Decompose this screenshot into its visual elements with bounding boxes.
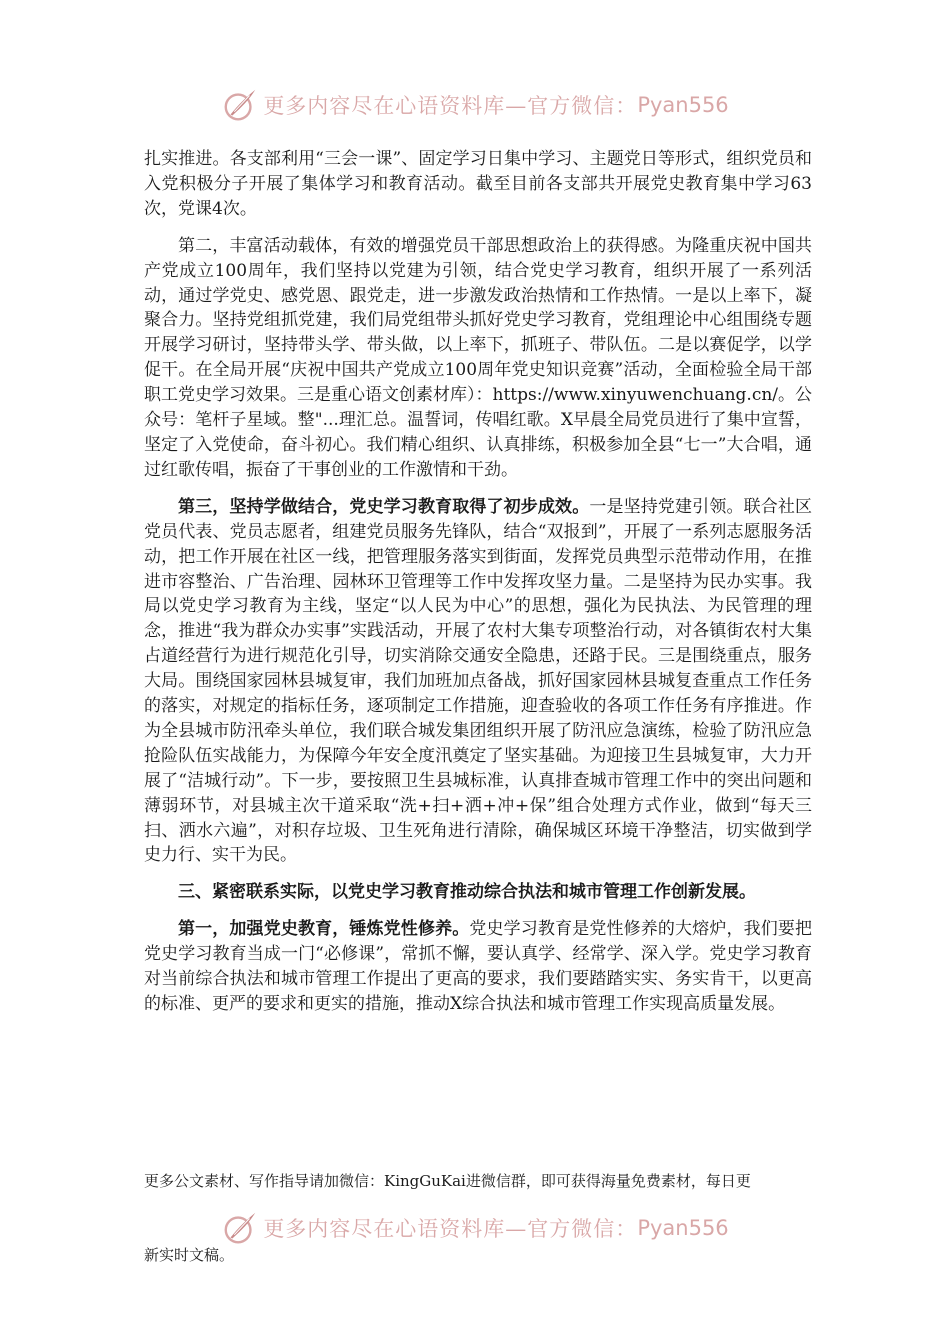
paragraph-3 bbox=[144, 495, 812, 869]
paragraph-4-body: 党史学习教育是党性修养的大熔炉，我们要把党史学习教育当成一门“必修课”，常抓不懈，要认真学、经常学、深入学。党史学习教育对当前综合执法和城市管理工作提出了更高的要求，我们要踏踏实实、务实肯干，以更高的标准、更严的要求和更实的措施，推动X综合执法和城市管理工作实现高质量发展。 bbox=[144, 919, 813, 1014]
footer-line-1: 更多公文素材、写作指导请加微信：KingGuKai进微信群，即可获得海量免费素材，每日更 bbox=[144, 1172, 751, 1190]
watermark-wechat-id: Pyan556 bbox=[637, 93, 729, 117]
quill-logo-icon bbox=[221, 86, 259, 124]
quill-logo-icon bbox=[221, 1209, 259, 1247]
paragraph-3-body: 一是坚持党建引领。联合社区党员代表、党员志愿者，组建党员服务先锋队，结合“双报到”，开展了一系列志愿服务活动，把工作开展在社区一线，把管理服务落实到街面，发挥党员典型示范带动作用，在推进市容整治、广告治理、园林环卫管理等工作中发挥攻坚力量。二是坚持为民办实事。我局以党史学习教育为主线，坚定“以人民为中心”的思想，强化为民执法、为民管理的理念，推进“我为群众办实事”实践活动，开展了农村大集专项整治行动，对各镇街农村大集占道经营行为进行规范化引导，切实消除交通安全隐患，还路于民。三是围绕重点，服务大局。围绕国家园林县城复审，我们加班加点备战，抓好国家园林县城复查重点工作任务的落实，对规定的指标任务，逐项制定工作措施，迎查验收的各项工作任务有序推进。作为全县城市防汛牵头单位，我们联合城发集团组织开展了防汛应急演练，检验了防汛应急抢险队伍实战能力，为保障今年安全度汛奠定了坚实基础。为迎接卫生县城复审，大力开展了“洁城行动”。下一步，要按照卫生县城标准，认真排查城市管理工作中的突出问题和薄弱环节，对县城主次干道采取“洗+扫+洒+冲+保”组合处理方式作业，做到“每天三扫、洒水六遍”，对积存垃圾、卫生死角进行清除，确保城区环境干净整洁，切实做到学史力行、实干为民。 bbox=[144, 496, 813, 866]
watermark-wechat-id: Pyan556 bbox=[637, 1216, 729, 1240]
paragraph-4 bbox=[144, 917, 812, 1017]
footer-line-2: 新实时文稿。 bbox=[144, 1246, 235, 1264]
watermark-text: 更多内容尽在心语资料库—官方微信： bbox=[263, 1217, 638, 1241]
section-heading-3-text: 三、紧密联系实际，以党史学习教育推动综合执法和城市管理工作创新发展。 bbox=[178, 882, 756, 903]
watermark-text: 更多内容尽在心语资料库—官方微信： bbox=[263, 94, 638, 118]
document-body bbox=[144, 147, 812, 1017]
paragraph-1: 扎实推进。各支部利用“三会一课”、固定学习日集中学习、主题党日等形式，组织党员和入党积极分子开展了集体学习和教育活动。截至目前各支部共开展党史教育集中学习63次，党课4次。 bbox=[144, 149, 812, 219]
paragraph-4-lead: 第一，加强党史教育，锤炼党性修养。 bbox=[178, 919, 470, 940]
paragraph-2: 第二，丰富活动载体，有效的增强党员干部思想政治上的获得感。为隆重庆祝中国共产党成立100周年，我们坚持以党建为引领，结合党史学习教育，组织开展了一系列活动，通过学党史、感党恩、跟党走，进一步激发政治热情和工作热情。一是以上率下，凝聚合力。坚持党组抓党建，我们局党组带头抓好党史学习教育，党组理论中心组围绕专题开展学习研讨，坚持带头学、带头做，以上率下，抓班子、带队伍。二是以赛促学，以学促干。在全局开展“庆祝中国共产党成立100周年党史知识竞赛”活动，全面检验全局干部职工党史学习效果。三是重心语文创素材库）：https://www.xinyuwenchuang.cn/。公众号：笔杆子星域。整"...理汇总。温誓词，传唱红歌。X早晨全局党员进行了集中宣誓，坚定了入党使命，奋斗初心。我们精心组织、认真排练，积极参加全县“七一”大合唱，通过红歌传唱，振奋了干事创业的工作激情和干劲。 bbox=[144, 235, 813, 480]
section-heading-3 bbox=[144, 880, 812, 905]
paragraph-3-lead: 第三，坚持学做结合，党史学习教育取得了初步成效。 bbox=[178, 496, 590, 517]
watermark-header bbox=[0, 83, 950, 127]
